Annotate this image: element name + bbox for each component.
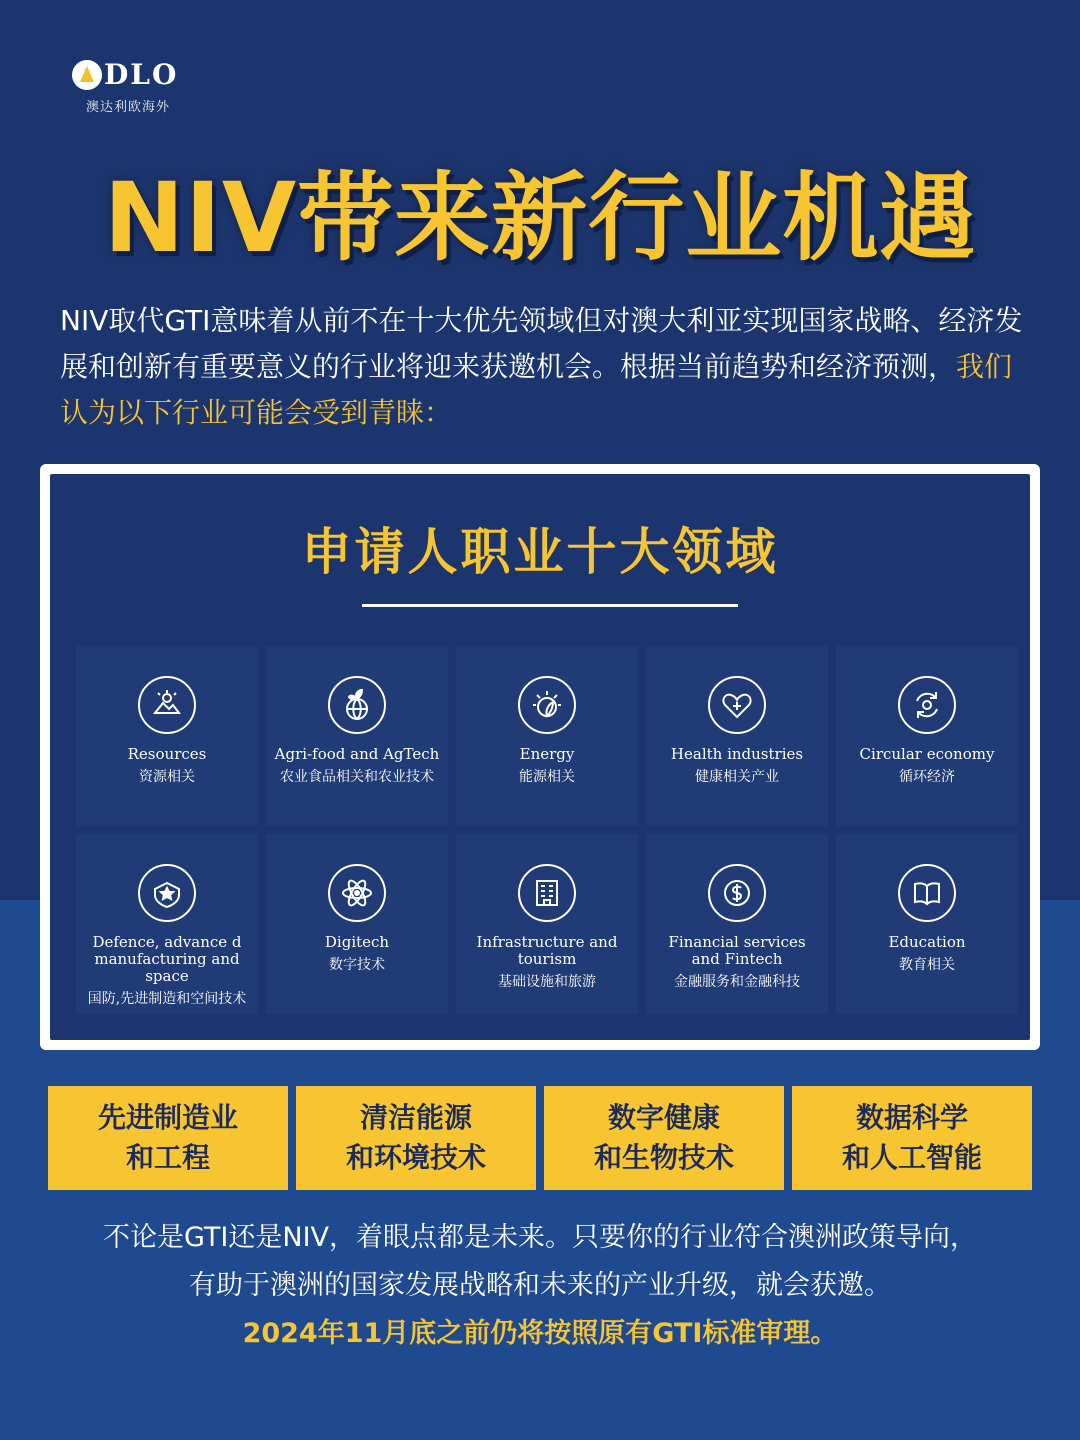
health-icon [708, 676, 766, 734]
adlo-logo [72, 60, 178, 115]
intro-text: NIV取代GTI意味着从前不在十大优先领域但对澳大利亚实现国家战略、经济发展和创新有重要意义的行业将迎来获邀机会。根据当前趋势和经济预测， [60, 304, 1023, 383]
sector-label-cn: 基础设施和旅游 [498, 974, 596, 990]
sector-resources [76, 646, 258, 826]
atom-icon [328, 864, 386, 922]
priority-box-line2: 和工程 [125, 1141, 210, 1174]
sector-label-en: Digitech [324, 933, 390, 951]
panel-title: 申请人职业十大领域 [301, 522, 779, 581]
sector-health [646, 646, 828, 826]
sector-agrifood [266, 646, 448, 826]
sector-label-cn: 循环经济 [899, 769, 955, 785]
sector-label-en: Defence, advance d manufacturing and space [92, 933, 242, 985]
footer-text [0, 1214, 1080, 1358]
intro-highlight: 我们认为以下行业可能会受到青睐： [60, 350, 1013, 429]
building-icon [518, 864, 576, 922]
sector-label-en: Financial services and Fintech [668, 933, 806, 968]
priority-boxes [48, 1086, 1032, 1190]
footer-line-1: 不论是GTI还是NIV，着眼点都是未来。只要你的行业符合澳洲政策导向， [102, 1222, 978, 1253]
priority-box [544, 1086, 784, 1190]
agrifood-icon [328, 676, 386, 734]
energy-icon [518, 676, 576, 734]
logo-subtitle: 澳达利欧海外 [86, 100, 171, 115]
sector-label-en: Health industries [670, 745, 804, 763]
sector-label-en: Agri-food and AgTech [274, 745, 440, 763]
sector-label-cn: 农业食品相关和农业技术 [280, 769, 434, 785]
logo-text: DLO [104, 58, 179, 91]
priority-box-line2: 和人工智能 [841, 1141, 982, 1174]
page-headline: NIV带来新行业机遇 [103, 162, 977, 274]
priority-box-line1: 先进制造业 [97, 1101, 238, 1134]
sector-digitech [266, 834, 448, 1014]
intro-paragraph [60, 298, 1030, 436]
priority-box-line1: 数字健康 [607, 1101, 720, 1134]
defence-icon [138, 864, 196, 922]
dollar-icon [708, 864, 766, 922]
sector-defence [76, 834, 258, 1014]
sector-financial [646, 834, 828, 1014]
sector-label-en: Circular economy [859, 745, 995, 763]
sector-label-cn: 能源相关 [519, 769, 575, 785]
sector-energy [456, 646, 638, 826]
footer-line-3: 2024年11月底之前仍将按照原有GTI标准审理。 [242, 1318, 838, 1349]
sector-label-cn: 健康相关产业 [695, 769, 779, 785]
sector-label-en: Resources [127, 745, 207, 763]
sector-label-cn: 数字技术 [329, 957, 385, 973]
priority-box [48, 1086, 288, 1190]
priority-box-line2: 和环境技术 [345, 1141, 486, 1174]
sector-label-en: Energy [519, 745, 575, 763]
sector-label-cn: 教育相关 [899, 957, 955, 973]
sector-label-cn: 国防,先进制造和空间技术 [87, 991, 247, 1007]
circular-economy-icon [898, 676, 956, 734]
logo-a-icon [72, 60, 102, 90]
priority-box-line1: 清洁能源 [359, 1101, 472, 1134]
sector-label-cn: 资源相关 [139, 769, 195, 785]
sector-label-en: Infrastructure and tourism [476, 933, 618, 968]
sector-label-cn: 金融服务和金融科技 [674, 974, 800, 990]
priority-box-line1: 数据科学 [855, 1101, 968, 1134]
sector-infrastructure [456, 834, 638, 1014]
priority-box-line2: 和生物技术 [593, 1141, 734, 1174]
title-underline [362, 604, 738, 607]
sector-education [836, 834, 1018, 1014]
book-icon [898, 864, 956, 922]
sectors-panel [40, 464, 1040, 1050]
sectors-grid [76, 646, 1020, 1014]
footer-line-2: 有助于澳洲的国家发展战略和未来的产业升级，就会获邀。 [189, 1270, 891, 1301]
priority-box [296, 1086, 536, 1190]
sector-label-en: Education [888, 933, 966, 951]
sector-circular-economy [836, 646, 1018, 826]
resources-icon [138, 676, 196, 734]
priority-box [792, 1086, 1032, 1190]
